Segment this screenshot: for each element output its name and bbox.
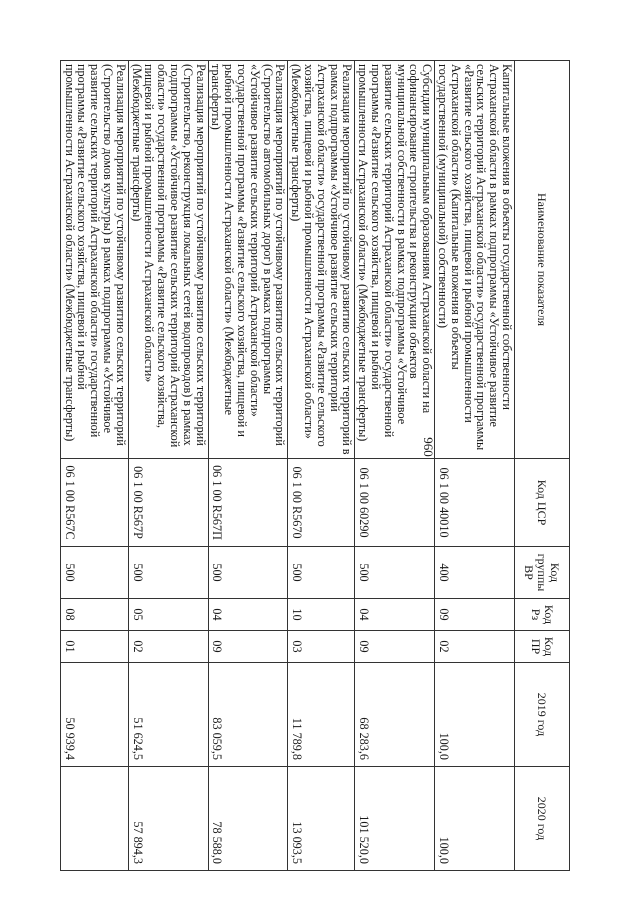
cell-2020: 100,0 bbox=[435, 767, 515, 871]
cell-csr: 06 1 00 60290 bbox=[355, 459, 435, 547]
cell-rz: 04 bbox=[355, 599, 435, 631]
cell-vr: 500 bbox=[208, 547, 288, 599]
page-number: 960 bbox=[420, 437, 436, 457]
cell-name: Реализация мероприятий по устойчивому развитию сельских территорий (Строительство, реконструкция локальных сетей водопроводов) в рамках подпрограммы «Устойчивое развитие сельских территорий Астраханской области» государственной программы «Развитие сельского хозяйства, пищевой и рыбной промышленности Астраханской области» (Межбюджетные трансферты) bbox=[128, 61, 208, 459]
cell-2020: 13 093,5 bbox=[288, 767, 355, 871]
budget-table-container bbox=[62, 60, 570, 870]
header-2019: 2019 год bbox=[515, 663, 570, 767]
cell-csr: 06 1 00 40010 bbox=[435, 459, 515, 547]
cell-2020: 101 520,0 bbox=[355, 767, 435, 871]
cell-pr: 02 bbox=[435, 631, 515, 663]
cell-2019: 50 939,4 bbox=[60, 663, 128, 767]
cell-name: Реализация мероприятий по устойчивому развитию сельских территорий (Строительство автомобильных дорог) в рамках подпрограммы «Устойчивое развитие сельских территорий Астраханской области» государственной программы «Развитие сельского хозяйства, пищевой и рыбной промышленности Астраханской области» (Межбюджетные трансферты) bbox=[208, 61, 288, 459]
cell-pr: 09 bbox=[208, 631, 288, 663]
cell-vr: 500 bbox=[288, 547, 355, 599]
cell-2020: 57 894,3 bbox=[128, 767, 208, 871]
header-vr: Код группы ВР bbox=[515, 547, 570, 599]
cell-2019: 11 789,8 bbox=[288, 663, 355, 767]
cell-name: Капитальные вложения в объекты государственной собственности Астраханской области в рамках подпрограммы «Устойчивое развитие сельских территорий Астраханской области» государственной программы «Развитие сельского хозяйства, пищевой и рыбной промышленности Астраханской области» (Капитальные вложения в объекты государственной (муниципальной) собственности) bbox=[435, 61, 515, 459]
cell-csr: 06 1 00 R567П bbox=[208, 459, 288, 547]
cell-2019: 51 624,5 bbox=[128, 663, 208, 767]
table-row bbox=[435, 61, 515, 871]
cell-csr: 06 1 00 R5670 bbox=[288, 459, 355, 547]
header-csr: Код ЦСР bbox=[515, 459, 570, 547]
cell-name: Реализация мероприятий по устойчивому развитию сельских территорий (Строительство домов культуры) в рамках подпрограммы «Устойчивое развитие сельских территорий Астраханской области» государственной программы «Развитие сельского хозяйства, пищевой и рыбной промышленности Астраханской области» (Межбюджетные трансферты) bbox=[60, 61, 128, 459]
cell-name: Реализация мероприятий по устойчивому развитию сельских территорий в рамках подпрограммы «Устойчивое развитие сельских территорий Астраханской области» государственной программы «Развитие сельского хозяйства, пищевой и рыбной промышленности Астраханской области» (Межбюджетные трансферты) bbox=[288, 61, 355, 459]
cell-pr: 09 bbox=[355, 631, 435, 663]
cell-name: Субсидии муниципальным образованиям Астраханской области на софинансирование строительства и реконструкции объектов муниципальной собственности в рамках подпрограммы «Устойчивое развитие сельских территорий Астраханской области» государственной программы «Развитие сельского хозяйства, пищевой и рыбной промышленности Астраханской области» (Межбюджетные трансферты) bbox=[355, 61, 435, 459]
cell-csr: 06 1 00 R567Р bbox=[128, 459, 208, 547]
cell-pr: 02 bbox=[128, 631, 208, 663]
cell-rz: 09 bbox=[435, 599, 515, 631]
header-row bbox=[515, 61, 570, 871]
header-rz: Код Рз bbox=[515, 599, 570, 631]
cell-2019: 68 283,6 bbox=[355, 663, 435, 767]
header-2020: 2020 год bbox=[515, 767, 570, 871]
cell-2020: 78 588,0 bbox=[208, 767, 288, 871]
cell-csr: 06 1 00 R567С bbox=[60, 459, 128, 547]
cell-vr: 500 bbox=[60, 547, 128, 599]
cell-rz: 10 bbox=[288, 599, 355, 631]
cell-pr: 01 bbox=[60, 631, 128, 663]
cell-vr: 500 bbox=[128, 547, 208, 599]
cell-2019: 83 059,5 bbox=[208, 663, 288, 767]
cell-pr: 03 bbox=[288, 631, 355, 663]
table-row bbox=[355, 61, 435, 871]
table-row bbox=[128, 61, 208, 871]
cell-vr: 500 bbox=[355, 547, 435, 599]
header-name: Наименование показателя bbox=[515, 61, 570, 459]
cell-vr: 400 bbox=[435, 547, 515, 599]
cell-rz: 05 bbox=[128, 599, 208, 631]
header-pr: Код ПР bbox=[515, 631, 570, 663]
cell-rz: 04 bbox=[208, 599, 288, 631]
cell-2020 bbox=[60, 767, 128, 871]
cell-rz: 08 bbox=[60, 599, 128, 631]
table-row bbox=[288, 61, 355, 871]
table-row bbox=[208, 61, 288, 871]
table-row bbox=[60, 61, 128, 871]
budget-table bbox=[60, 60, 570, 871]
cell-2019: 100,0 bbox=[435, 663, 515, 767]
